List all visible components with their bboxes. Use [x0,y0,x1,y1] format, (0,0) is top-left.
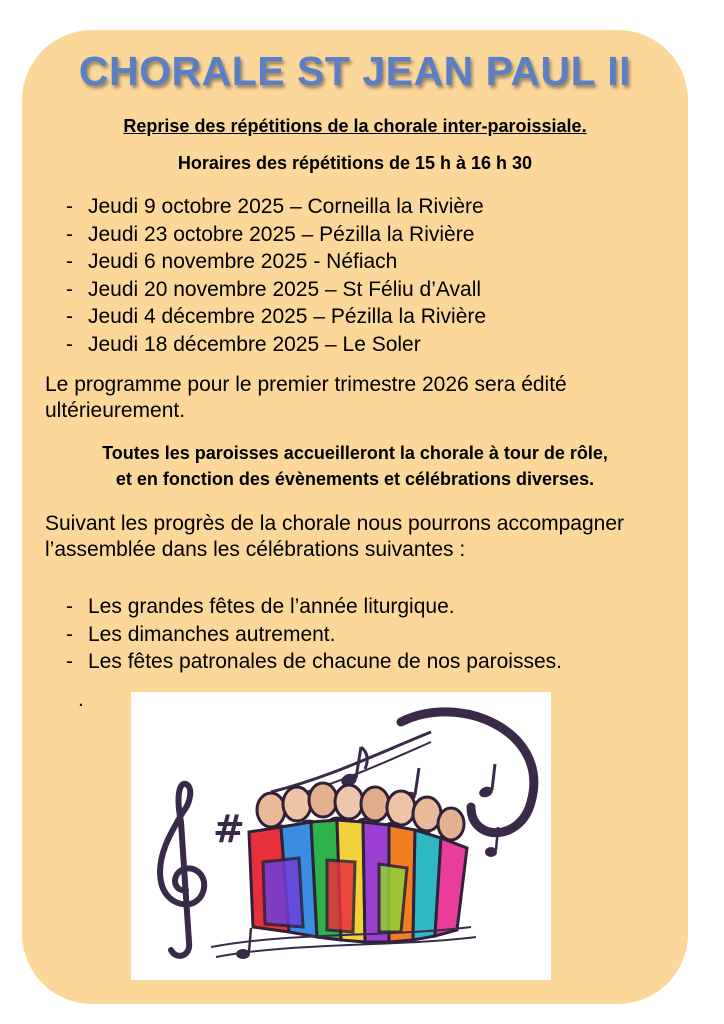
list-item: - Jeudi 4 décembre 2025 – Pézilla la Rivière [66,305,487,328]
rehearsal-hours: Horaires des répétitions de 15 h à 16 h 30 [177,153,533,173]
stray-dot: . [78,688,84,711]
poster-title: CHORALE ST JEAN PAUL II [78,48,632,94]
list-item: - Jeudi 23 octobre 2025 – Pézilla la Rivière [66,222,475,246]
progress-note: Suivant les progrès de la chorale nous pourrons accompagner l’assemblée dans les célébrations suivantes : [45,512,625,561]
program-note: Le programme pour le premier trimestre 2026 sera édité ultérieurement. [45,373,567,422]
list-item: - Jeudi 6 novembre 2025 - Néfiach [66,250,398,273]
occasions-list [66,593,562,676]
parishes-note: Toutes les paroisses accueilleront la chorale à tour de rôle, et en fonction des évènements et célébrations diverses. [102,443,608,489]
list-item: - Les fêtes patronales de chacune de nos paroisses. [66,650,562,673]
list-item: - Jeudi 20 novembre 2025 – St Féliu d’Avall [66,277,482,301]
list-item: - Jeudi 18 décembre 2025 – Le Soler [66,332,421,356]
choir-illustration [131,692,551,980]
list-item: - Les dimanches autrement. [66,622,336,646]
rehearsal-dates-list [66,193,486,358]
list-item: - Jeudi 9 octobre 2025 – Corneilla la Rivière [66,195,484,218]
list-item: - Les grandes fêtes de l’année liturgique. [66,595,455,618]
sharp-icon: # [213,807,245,851]
poster-subtitle: Reprise des répétitions de la chorale inter-paroissiale. [123,116,587,136]
choir-robes [249,820,467,942]
